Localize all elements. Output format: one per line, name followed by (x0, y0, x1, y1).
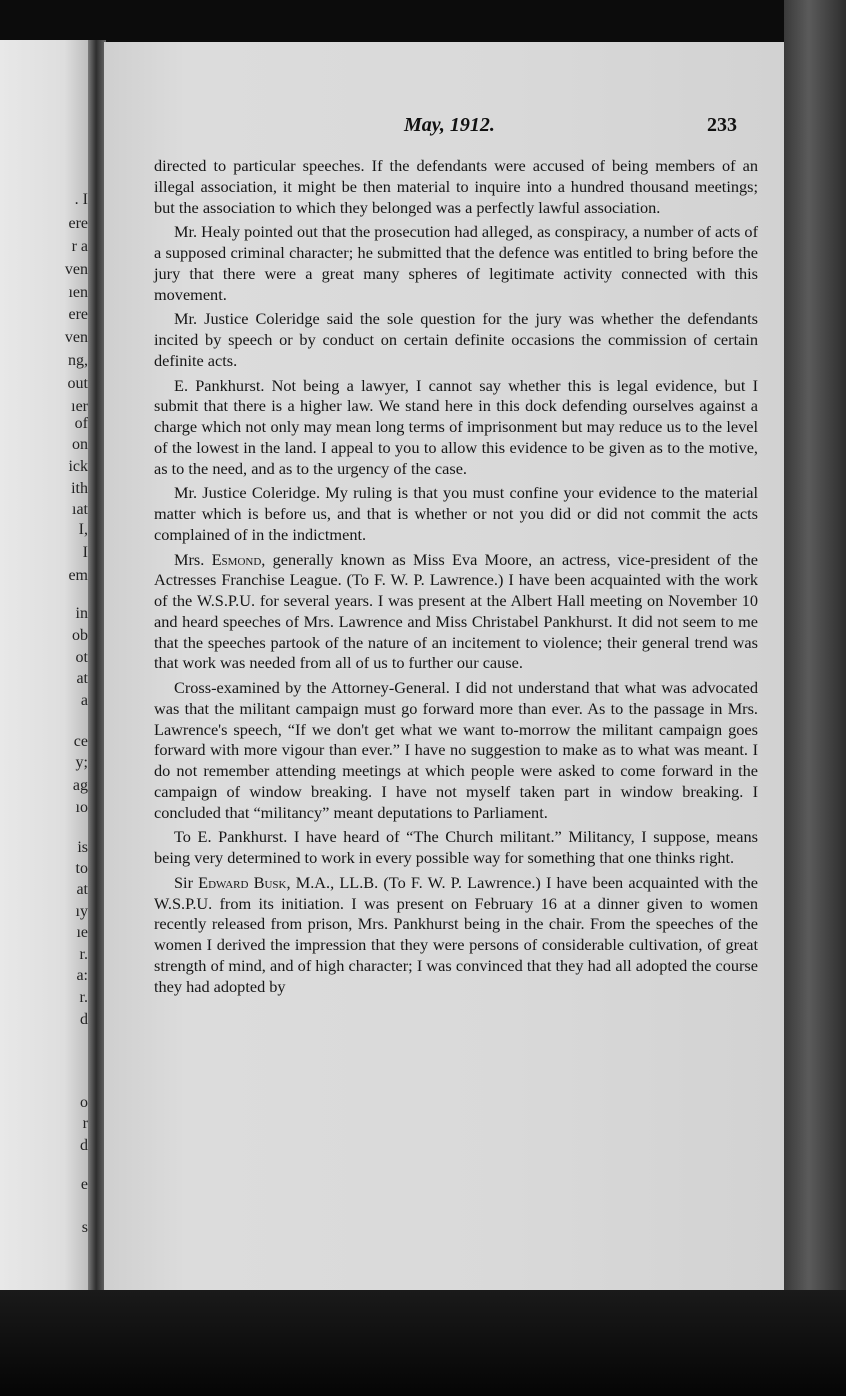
left-page-fragment: r (82, 1115, 88, 1132)
paragraph-text: Sir (174, 872, 199, 892)
left-page-fragment: I, (78, 521, 88, 538)
left-page-fragment: ob (72, 627, 88, 644)
left-page-fragment: ven (64, 329, 88, 346)
left-page-fragment: ag (72, 777, 88, 794)
left-page-fragment: ıo (75, 799, 88, 816)
left-page-fragment: ıy (75, 903, 88, 920)
paragraph-text: Cross-examined by the Attorney-General. I did not understand that what was advocated was that the militant campaign must go forward more than ever. As to the passage in Mrs. Lawrence's speech, “If we don't get what we want to-morrow the militant campaign goes forward with more vigour than ever.” I have no suggestion to make as to what was meant. I do not remember attending meetings at which people were asked to come forward in the campaign of window breaking. I have not myself taken part in window breaking. I concluded that “militancy” meant deputations to Parliament. (154, 678, 758, 822)
left-page-fragment: at (76, 881, 88, 898)
left-page-fragment: ce (73, 733, 88, 750)
paragraph-text: , M.A., LL.B. (To F. W. P. Lawrence.) I have been acquainted with the W.S.P.U. from its initiation. I was present on February 16 at a dinner given to women recently released from prison, Mrs. Pankhurst being in the chair. From the speeches of the women I derived the impression that they were persons of considerable cultivation, of great strength of mind, and of high character; I was convinced that they had all adopted the course they had adopted by (154, 872, 759, 996)
left-page-fragment: ot (75, 649, 88, 666)
left-page-fragment: y; (75, 754, 88, 771)
left-page-fragment: d (80, 1137, 88, 1154)
bottom-edge-shadow (0, 1290, 846, 1396)
left-page-fragment: d (80, 1011, 88, 1028)
left-page-fragment: r. (79, 989, 88, 1006)
left-page-fragment: ıe (76, 924, 88, 941)
left-page-fragment: e (80, 1176, 88, 1193)
paragraph-text: directed to particular speeches. If the defendants were accused of being members of an illegal association, it might be then material to inquire into a hundred thousand meetings; but the association to which they belonged was a perfectly lawful association. (154, 156, 758, 217)
witness-name: Esmond (211, 549, 262, 569)
paragraph-text: Mrs. (174, 549, 212, 569)
paragraph-text: Mr. Justice Coleridge said the sole question for the jury was whether the defendants incited by speech or by conduct on certain definite occasions the commission of certain definite acts. (154, 309, 758, 370)
paragraph (154, 309, 758, 371)
left-page-fragment: at (76, 670, 88, 687)
witness-name: Edward Busk (198, 872, 287, 892)
left-page-fragment: ng, (68, 352, 88, 369)
left-page-fragment: a: (76, 967, 88, 984)
left-page-fragment: o (80, 1094, 88, 1111)
left-page-fragment: ere (68, 215, 88, 232)
paragraph (154, 156, 758, 218)
left-page-fragment: ıer (71, 398, 88, 415)
paragraph (154, 678, 758, 823)
page-header (104, 114, 784, 144)
left-page-fragment: . I (74, 191, 88, 208)
paragraph-text: E. Pankhurst. Not being a lawyer, I cannot say whether this is legal evidence, but I submit that there is a higher law. We stand here in this dock defending ourselves against a charge which not only may mean long terms of imprisonment but may reduce us to the level of the lowest in the land. I appeal to you to allow this evidence to be given as to the motive, as to the need, and as to the urgency of the case. (154, 375, 758, 478)
left-page-fragment: I (82, 544, 88, 561)
paragraph (154, 550, 758, 675)
right-edge-shadow (784, 0, 846, 1396)
paragraph-text: Mr. Justice Coleridge. My ruling is that you must confine your evidence to the material matter which is before us, and that is whether or not you did or did not commit the acts complained of in the indictment. (154, 483, 758, 544)
paragraph-text: , generally known as Miss Eva Moore, an actress, vice-president of the Actresses Franchise League. (To F. W. P. Lawrence.) I have been acquainted with the work of the W.S.P.U. for several years. I was present at the Albert Hall meeting on November 10 and heard speeches of Mrs. Lawrence and Miss Christabel Pankhurst. It did not seem to me that the speeches partook of the nature of an incitement to violence; their general trend was that work was needed from all of us to further our cause. (154, 549, 758, 673)
left-page-fragment: s (81, 1219, 88, 1236)
paragraph-text: To E. Pankhurst. I have heard of “The Church militant.” Militancy, I suppose, means being very determined to work in every possible way for something that one thinks right. (154, 827, 758, 867)
body-text (154, 156, 758, 1001)
left-page-fragment: ıat (72, 501, 88, 518)
paragraph (154, 873, 758, 998)
left-page-fragment: of (74, 415, 88, 432)
paragraph (154, 483, 758, 545)
left-page-fragment: ven (64, 261, 88, 278)
left-page-fragment: a (80, 692, 88, 709)
right-page (104, 42, 784, 1290)
left-page-fragment: is (77, 839, 88, 856)
left-page-fragment: on (72, 436, 88, 453)
paragraph (154, 376, 758, 480)
page-number: 233 (707, 114, 737, 136)
left-page-fragment: ere (68, 306, 88, 323)
left-page-fragment: ith (71, 480, 88, 497)
paragraph (154, 827, 758, 869)
left-page-fragment: r a (71, 238, 88, 255)
left-page-fragment: em (68, 567, 88, 584)
paragraph (154, 222, 758, 305)
running-head: May, 1912. (404, 114, 495, 136)
left-page-fragment: r. (79, 946, 88, 963)
left-page-fragment: ick (68, 458, 88, 475)
paragraph-text: Mr. Healy pointed out that the prosecution had alleged, as conspiracy, a number of acts of a supposed criminal character; he submitted that the defence was entitled to bring before the jury that there were a great many spheres of legitimate activity connected with this movement. (154, 222, 758, 304)
left-page-fragment: ıen (68, 284, 88, 301)
left-page-fragment: in (75, 605, 88, 622)
left-page-fragment: to (75, 860, 88, 877)
left-page-edge (0, 40, 92, 1290)
left-page-fragment: out (67, 375, 88, 392)
